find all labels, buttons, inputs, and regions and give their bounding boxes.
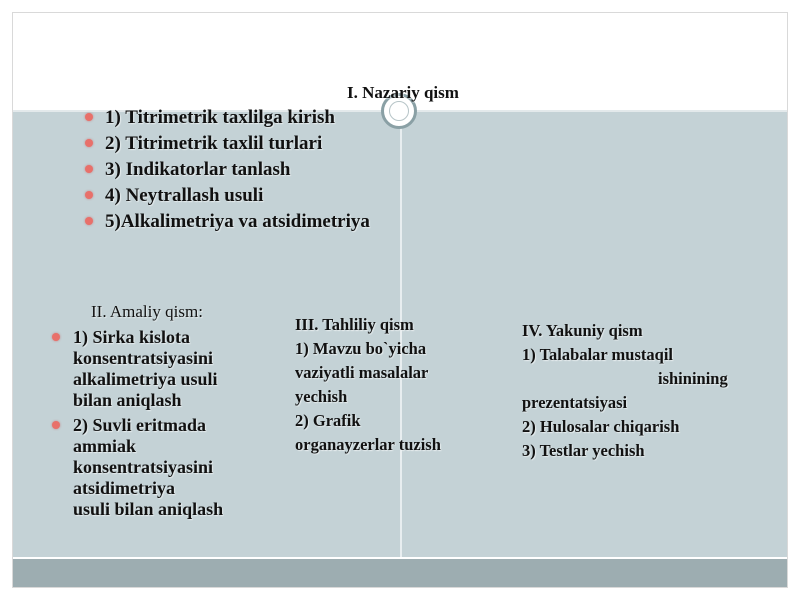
- section3-line: yechish: [295, 387, 348, 406]
- section4-line: 3) Testlar yechish: [522, 441, 645, 460]
- bullet-icon: [85, 139, 93, 147]
- list-item: [105, 105, 370, 131]
- section2-title: II. Amaliy qism:: [91, 302, 203, 321]
- section4-line: prezentatsiyasi: [522, 393, 628, 412]
- list-item-line: usuli bilan aniqlash: [73, 499, 224, 519]
- list-item: [73, 415, 303, 520]
- section3-block: [295, 313, 495, 457]
- list-item-line: ammiak: [73, 436, 136, 456]
- section4-line: ishinining: [658, 369, 728, 388]
- list-item-line: 2) Suvli eritmada: [73, 415, 206, 435]
- list-item: [73, 327, 303, 411]
- slide: [12, 12, 788, 588]
- list-item: [105, 131, 370, 157]
- list-item-text: 3) Indikatorlar tanlash: [105, 159, 291, 180]
- list-item: [105, 183, 370, 209]
- bullet-icon: [85, 113, 93, 121]
- bullet-icon: [52, 333, 60, 341]
- list-item-line: konsentratsiyasini: [73, 348, 214, 368]
- section1-list: [105, 105, 370, 235]
- list-item-line: bilan aniqlash: [73, 390, 182, 410]
- section1-title: I. Nazariy qism: [347, 83, 459, 102]
- list-item: [105, 209, 370, 235]
- bullet-icon: [85, 217, 93, 225]
- section3-line: vaziyatli masalalar: [295, 363, 429, 382]
- bullet-icon: [52, 421, 60, 429]
- section4-line: 1) Talabalar mustaqil: [522, 345, 673, 364]
- section3-line: organayzerlar tuzish: [295, 435, 441, 454]
- list-item-line: 1) Sirka kislota: [73, 327, 191, 347]
- list-item: [105, 157, 370, 183]
- list-item-text: 1) Titrimetrik taxlilga kirish: [105, 107, 335, 128]
- list-item-text: 5)Alkalimetriya va atsidimetriya: [105, 211, 370, 232]
- list-item-text: 2) Titrimetrik taxlil turlari: [105, 133, 323, 154]
- bullet-icon: [85, 191, 93, 199]
- decorative-circle-inner: [389, 101, 409, 121]
- list-item-line: konsentratsiyasini: [73, 457, 214, 477]
- section3-line: 1) Mavzu bo`yicha: [295, 339, 427, 358]
- section4-title: IV. Yakuniy qism: [522, 321, 643, 340]
- bullet-icon: [85, 165, 93, 173]
- slide-footer-band: [13, 559, 787, 587]
- section4-block: [522, 319, 746, 463]
- section2-list: [73, 327, 303, 524]
- section4-line: 2) Hulosalar chiqarish: [522, 417, 680, 436]
- section3-title: III. Tahliliy qism: [295, 315, 414, 334]
- list-item-text: 4) Neytrallash usuli: [105, 185, 264, 206]
- section3-line: 2) Grafik: [295, 411, 361, 430]
- list-item-line: atsidimetriya: [73, 478, 175, 498]
- list-item-line: alkalimetriya usuli: [73, 369, 218, 389]
